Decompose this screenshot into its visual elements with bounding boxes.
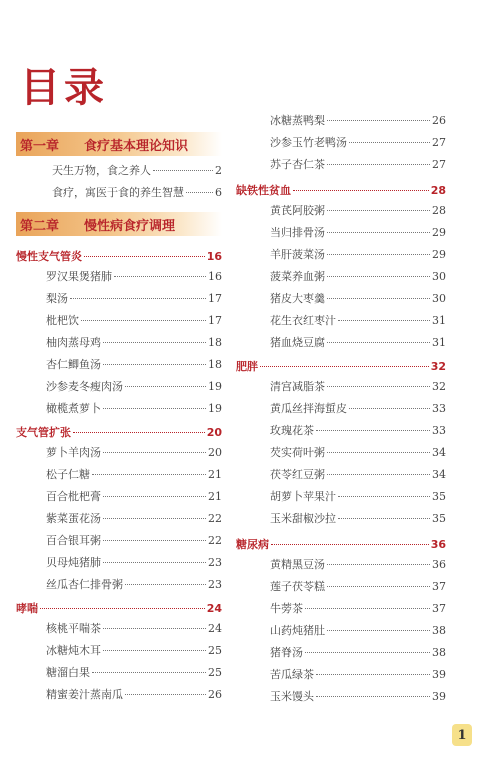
toc-entry[interactable] bbox=[270, 224, 446, 240]
leader-dots bbox=[338, 320, 430, 321]
entry-page: 29 bbox=[432, 226, 446, 239]
entry-page: 31 bbox=[432, 336, 446, 349]
section-title: 糖尿病 bbox=[236, 538, 269, 551]
leader-dots bbox=[186, 192, 213, 193]
entry-page: 19 bbox=[208, 402, 222, 415]
entry-page: 23 bbox=[208, 556, 222, 569]
leader-dots bbox=[327, 586, 430, 587]
section-page: 28 bbox=[430, 184, 446, 197]
leader-dots bbox=[305, 608, 430, 609]
entry-page: 6 bbox=[215, 186, 222, 199]
entry-page: 28 bbox=[432, 204, 446, 217]
leader-dots bbox=[260, 366, 429, 367]
entry-page: 26 bbox=[432, 114, 446, 127]
entry-page: 38 bbox=[432, 624, 446, 637]
leader-dots bbox=[327, 298, 430, 299]
leader-dots bbox=[271, 544, 429, 545]
entry-label: 当归排骨汤 bbox=[270, 226, 325, 239]
entry-label: 清宫减脂茶 bbox=[270, 380, 325, 393]
entry-page: 27 bbox=[432, 136, 446, 149]
chapter-heading[interactable] bbox=[16, 132, 222, 156]
entry-page: 30 bbox=[432, 292, 446, 305]
entry-page: 24 bbox=[208, 622, 222, 635]
section-title: 支气管扩张 bbox=[16, 426, 71, 439]
entry-label: 猪皮大枣羹 bbox=[270, 292, 325, 305]
entry-label: 核桃平喘茶 bbox=[46, 622, 101, 635]
entry-page: 25 bbox=[208, 644, 222, 657]
toc-entry[interactable] bbox=[46, 620, 222, 636]
toc-entry[interactable] bbox=[270, 312, 446, 328]
leader-dots bbox=[103, 342, 206, 343]
page-title: 目录 bbox=[20, 65, 108, 111]
leader-dots bbox=[70, 298, 206, 299]
section-page: 24 bbox=[206, 602, 222, 615]
entry-page: 34 bbox=[432, 446, 446, 459]
toc-entry[interactable] bbox=[270, 268, 446, 284]
leader-dots bbox=[327, 386, 430, 387]
toc-entry[interactable] bbox=[270, 688, 446, 704]
entry-label: 苏子杏仁茶 bbox=[270, 158, 325, 171]
toc-entry[interactable] bbox=[46, 532, 222, 548]
chapter-title: 慢性病食疗调理 bbox=[84, 218, 176, 234]
entry-label: 山药炖猪肚 bbox=[270, 624, 325, 637]
leader-dots bbox=[327, 164, 430, 165]
entry-label: 萝卜羊肉汤 bbox=[46, 446, 101, 459]
section-page: 16 bbox=[206, 250, 222, 263]
toc-entry[interactable] bbox=[270, 334, 446, 350]
entry-page: 33 bbox=[432, 424, 446, 437]
section-page: 32 bbox=[430, 360, 446, 373]
toc-entry[interactable] bbox=[46, 334, 222, 350]
entry-label: 芡实荷叶粥 bbox=[270, 446, 325, 459]
leader-dots bbox=[103, 650, 206, 651]
entry-label: 黄精黑豆汤 bbox=[270, 558, 325, 571]
entry-page: 39 bbox=[432, 690, 446, 703]
leader-dots bbox=[125, 386, 206, 387]
section-title: 哮喘 bbox=[16, 602, 38, 615]
leader-dots bbox=[316, 430, 430, 431]
entry-page: 34 bbox=[432, 468, 446, 481]
toc-entry[interactable] bbox=[52, 184, 222, 200]
leader-dots bbox=[103, 562, 206, 563]
leader-dots bbox=[84, 256, 205, 257]
entry-label: 苦瓜绿茶 bbox=[270, 668, 314, 681]
entry-page: 37 bbox=[432, 580, 446, 593]
entry-label: 莲子茯苓糕 bbox=[270, 580, 325, 593]
page-number-badge: 1 bbox=[452, 724, 472, 746]
entry-page: 35 bbox=[432, 512, 446, 525]
entry-label: 冰糖炖木耳 bbox=[46, 644, 101, 657]
toc-entry[interactable] bbox=[270, 556, 446, 572]
toc-entry[interactable] bbox=[46, 290, 222, 306]
entry-page: 20 bbox=[208, 446, 222, 459]
entry-page: 2 bbox=[215, 164, 222, 177]
leader-dots bbox=[103, 452, 206, 453]
toc-entry[interactable] bbox=[46, 312, 222, 328]
leader-dots bbox=[338, 518, 430, 519]
entry-label: 猪血烧豆腐 bbox=[270, 336, 325, 349]
toc-entry[interactable] bbox=[270, 156, 446, 172]
leader-dots bbox=[40, 608, 205, 609]
leader-dots bbox=[349, 408, 430, 409]
leader-dots bbox=[92, 672, 206, 673]
entry-page: 18 bbox=[208, 336, 222, 349]
toc-entry[interactable] bbox=[270, 134, 446, 150]
toc-entry[interactable] bbox=[46, 378, 222, 394]
toc-entry[interactable] bbox=[270, 246, 446, 262]
entry-page: 17 bbox=[208, 314, 222, 327]
entry-label: 贝母炖猪肺 bbox=[46, 556, 101, 569]
entry-page: 25 bbox=[208, 666, 222, 679]
leader-dots bbox=[103, 408, 206, 409]
entry-page: 31 bbox=[432, 314, 446, 327]
entry-label: 杏仁鲫鱼汤 bbox=[46, 358, 101, 371]
entry-label: 糖溜白果 bbox=[46, 666, 90, 679]
toc-entry[interactable] bbox=[46, 664, 222, 680]
entry-page: 35 bbox=[432, 490, 446, 503]
entry-label: 羊肝菠菜汤 bbox=[270, 248, 325, 261]
leader-dots bbox=[103, 496, 206, 497]
leader-dots bbox=[103, 540, 206, 541]
section-heading[interactable] bbox=[236, 182, 446, 198]
entry-label: 松子仁糖 bbox=[46, 468, 90, 481]
leader-dots bbox=[293, 190, 429, 191]
entry-label: 沙参玉竹老鸭汤 bbox=[270, 136, 347, 149]
section-page: 20 bbox=[206, 426, 222, 439]
entry-page: 23 bbox=[208, 578, 222, 591]
entry-page: 21 bbox=[208, 490, 222, 503]
chapter-heading[interactable] bbox=[16, 212, 222, 236]
toc-entry[interactable] bbox=[270, 666, 446, 682]
section-heading[interactable] bbox=[16, 600, 222, 616]
section-heading[interactable] bbox=[236, 358, 446, 374]
section-title: 缺铁性贫血 bbox=[236, 184, 291, 197]
section-page: 36 bbox=[430, 538, 446, 551]
section-title: 肥胖 bbox=[236, 360, 258, 373]
toc-entry[interactable] bbox=[46, 356, 222, 372]
toc-entry[interactable] bbox=[46, 444, 222, 460]
entry-label: 玉米馒头 bbox=[270, 690, 314, 703]
entry-page: 29 bbox=[432, 248, 446, 261]
leader-dots bbox=[305, 652, 430, 653]
entry-label: 沙参麦冬瘦肉汤 bbox=[46, 380, 123, 393]
entry-label: 橄榄煮萝卜 bbox=[46, 402, 101, 415]
leader-dots bbox=[103, 628, 206, 629]
toc-entry[interactable] bbox=[270, 622, 446, 638]
entry-label: 胡萝卜苹果汁 bbox=[270, 490, 336, 503]
entry-label: 精蜜姜汁蒸南瓜 bbox=[46, 688, 123, 701]
toc-entry[interactable] bbox=[46, 488, 222, 504]
leader-dots bbox=[125, 584, 206, 585]
leader-dots bbox=[338, 496, 430, 497]
entry-page: 39 bbox=[432, 668, 446, 681]
leader-dots bbox=[327, 120, 430, 121]
entry-label: 猪脊汤 bbox=[270, 646, 303, 659]
entry-page: 33 bbox=[432, 402, 446, 415]
toc-entry[interactable] bbox=[270, 112, 446, 128]
entry-label: 玫瑰花茶 bbox=[270, 424, 314, 437]
leader-dots bbox=[327, 210, 430, 211]
leader-dots bbox=[327, 254, 430, 255]
leader-dots bbox=[316, 674, 430, 675]
chapter-number: 第一章 bbox=[20, 138, 60, 154]
leader-dots bbox=[125, 694, 206, 695]
toc-entry[interactable] bbox=[52, 162, 222, 178]
entry-page: 38 bbox=[432, 646, 446, 659]
entry-label: 牛蒡茶 bbox=[270, 602, 303, 615]
toc-entry[interactable] bbox=[270, 488, 446, 504]
entry-page: 22 bbox=[208, 512, 222, 525]
leader-dots bbox=[327, 452, 430, 453]
entry-label: 食疗，寓医于食的养生智慧 bbox=[52, 186, 184, 199]
entry-page: 21 bbox=[208, 468, 222, 481]
toc-entry[interactable] bbox=[46, 400, 222, 416]
section-heading[interactable] bbox=[16, 248, 222, 264]
leader-dots bbox=[327, 342, 430, 343]
entry-label: 冰糖蒸鸭梨 bbox=[270, 114, 325, 127]
entry-label: 茯苓红豆粥 bbox=[270, 468, 325, 481]
entry-label: 天生万物，食之养人 bbox=[52, 164, 151, 177]
entry-page: 22 bbox=[208, 534, 222, 547]
entry-page: 36 bbox=[432, 558, 446, 571]
toc-entry[interactable] bbox=[270, 578, 446, 594]
leader-dots bbox=[73, 432, 205, 433]
entry-page: 32 bbox=[432, 380, 446, 393]
entry-page: 30 bbox=[432, 270, 446, 283]
leader-dots bbox=[327, 564, 430, 565]
entry-label: 百合银耳粥 bbox=[46, 534, 101, 547]
entry-label: 枇杷饮 bbox=[46, 314, 79, 327]
leader-dots bbox=[103, 364, 206, 365]
leader-dots bbox=[327, 232, 430, 233]
toc-entry[interactable] bbox=[270, 400, 446, 416]
leader-dots bbox=[92, 474, 206, 475]
toc-entry[interactable] bbox=[270, 202, 446, 218]
leader-dots bbox=[81, 320, 206, 321]
entry-label: 柚肉蒸母鸡 bbox=[46, 336, 101, 349]
entry-page: 18 bbox=[208, 358, 222, 371]
entry-page: 37 bbox=[432, 602, 446, 615]
toc-entry[interactable] bbox=[270, 378, 446, 394]
toc-entry[interactable] bbox=[270, 510, 446, 526]
entry-page: 26 bbox=[208, 688, 222, 701]
entry-label: 黄芪阿胶粥 bbox=[270, 204, 325, 217]
leader-dots bbox=[316, 696, 430, 697]
toc-entry[interactable] bbox=[46, 642, 222, 658]
entry-page: 19 bbox=[208, 380, 222, 393]
entry-page: 17 bbox=[208, 292, 222, 305]
entry-label: 花生衣红枣汁 bbox=[270, 314, 336, 327]
entry-label: 菠菜养血粥 bbox=[270, 270, 325, 283]
toc-entry[interactable] bbox=[46, 686, 222, 702]
leader-dots bbox=[349, 142, 430, 143]
entry-page: 27 bbox=[432, 158, 446, 171]
chapter-number: 第二章 bbox=[20, 218, 60, 234]
section-title: 慢性支气管炎 bbox=[16, 250, 82, 263]
toc-entry[interactable] bbox=[46, 576, 222, 592]
toc-entry[interactable] bbox=[270, 444, 446, 460]
entry-label: 梨汤 bbox=[46, 292, 68, 305]
entry-label: 罗汉果煲猪肺 bbox=[46, 270, 112, 283]
section-heading[interactable] bbox=[16, 424, 222, 440]
leader-dots bbox=[327, 474, 430, 475]
chapter-title: 食疗基本理论知识 bbox=[84, 138, 189, 154]
leader-dots bbox=[103, 518, 206, 519]
toc-entry[interactable] bbox=[46, 466, 222, 482]
entry-label: 黄瓜丝拌海蜇皮 bbox=[270, 402, 347, 415]
entry-label: 玉米甜椒沙拉 bbox=[270, 512, 336, 525]
entry-label: 紫菜蛋花汤 bbox=[46, 512, 101, 525]
toc-entry[interactable] bbox=[270, 422, 446, 438]
entry-label: 百合枇杷膏 bbox=[46, 490, 101, 503]
toc-entry[interactable] bbox=[270, 600, 446, 616]
toc-entry[interactable] bbox=[270, 644, 446, 660]
leader-dots bbox=[153, 170, 213, 171]
leader-dots bbox=[327, 630, 430, 631]
leader-dots bbox=[327, 276, 430, 277]
toc-entry[interactable] bbox=[270, 466, 446, 482]
entry-label: 丝瓜杏仁排骨粥 bbox=[46, 578, 123, 591]
section-heading[interactable] bbox=[236, 536, 446, 552]
toc-entry[interactable] bbox=[46, 554, 222, 570]
leader-dots bbox=[114, 276, 206, 277]
entry-page: 16 bbox=[208, 270, 222, 283]
toc-entry[interactable] bbox=[46, 510, 222, 526]
toc-entry[interactable] bbox=[270, 290, 446, 306]
toc-entry[interactable] bbox=[46, 268, 222, 284]
